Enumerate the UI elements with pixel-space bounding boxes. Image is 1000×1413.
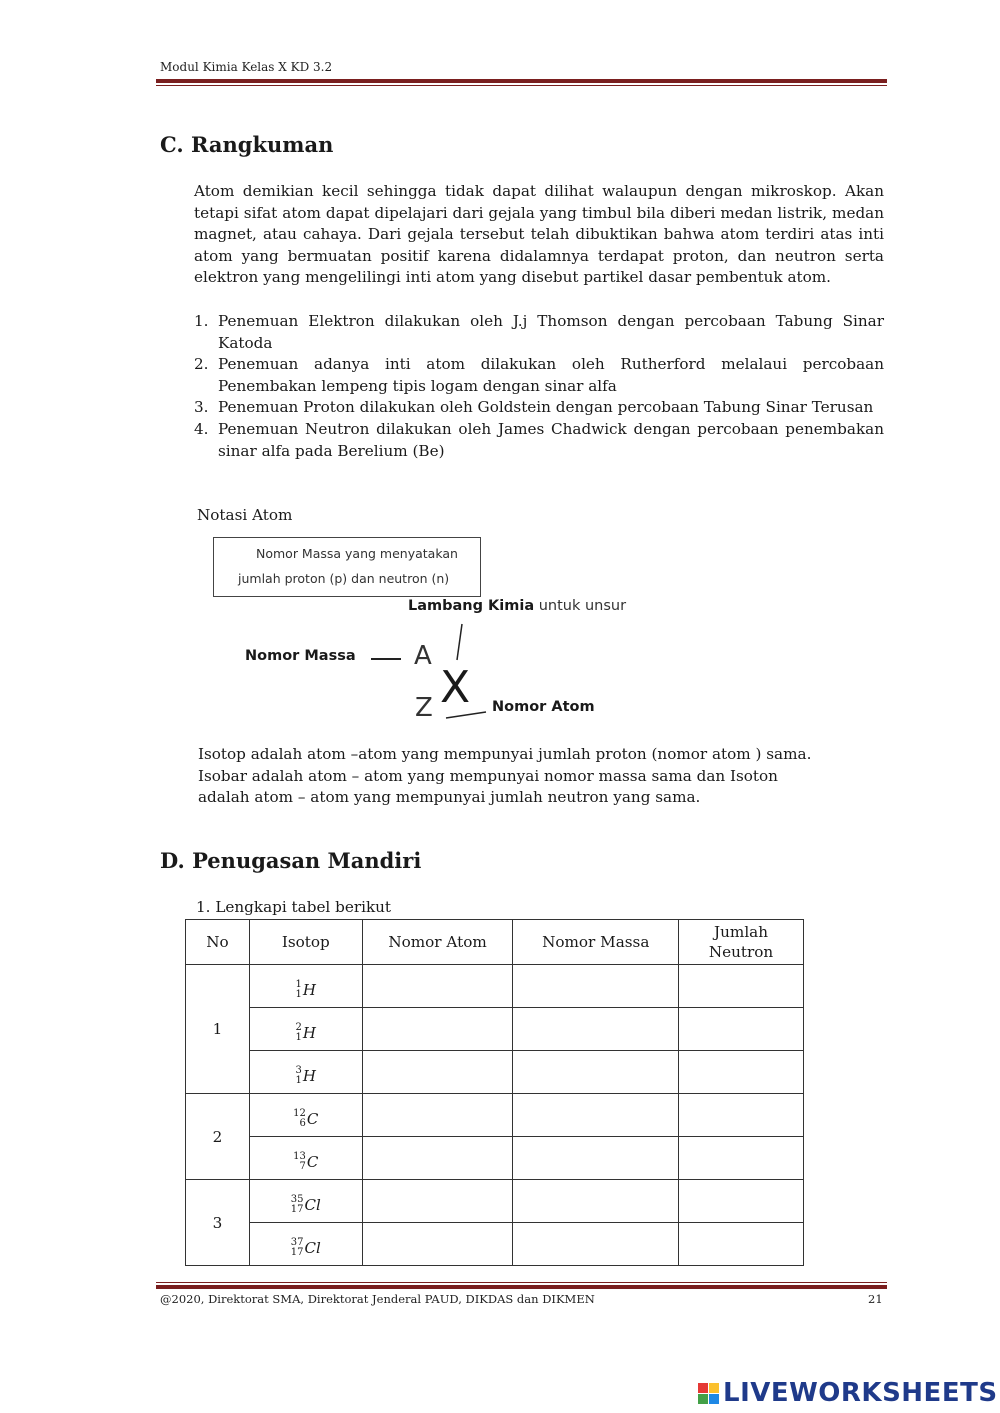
liveworksheets-logo[interactable] bbox=[698, 1378, 998, 1408]
footer-rule bbox=[156, 1282, 887, 1289]
mass-letter-a: A bbox=[414, 641, 432, 671]
answer-cell-nomor-massa[interactable] bbox=[513, 1094, 679, 1137]
isotope-paragraph: Isotop adalah atom –atom yang mempunyai jumlah proton (nomor atom ) sama. Isobar adalah atom – atom yang mempunyai nomor massa sama dan Isoton adalah atom – atom yang mempunyai jumlah neutron yang sama. bbox=[198, 745, 812, 807]
isotope-symbol: C bbox=[306, 1109, 319, 1128]
answer-cell-nomor-massa[interactable] bbox=[513, 1051, 679, 1094]
isotope-atomic-number: 6 bbox=[299, 1117, 306, 1129]
answer-cell-nomor-massa[interactable] bbox=[513, 1223, 679, 1266]
isotope-mass-number: 13 bbox=[293, 1150, 306, 1162]
isotope-symbol: H bbox=[302, 980, 317, 999]
answer-cell-nomor-massa[interactable] bbox=[513, 1137, 679, 1180]
answer-cell-jumlah-neutron[interactable] bbox=[679, 1180, 804, 1223]
atom-pointer-line bbox=[446, 712, 486, 718]
logo-square bbox=[709, 1394, 719, 1404]
list-item-text: Penemuan adanya inti atom dilakukan oleh Rutherford melalaui percobaan Penembakan lempeng tipis logam dengan sinar alfa bbox=[218, 355, 884, 395]
logo-square bbox=[698, 1394, 708, 1404]
isotope-mass-number: 2 bbox=[295, 1021, 302, 1033]
list-item-text: Penemuan Elektron dilakukan oleh J.j Thomson dengan percobaan Tabung Sinar Katoda bbox=[218, 312, 884, 352]
row-number: 3 bbox=[186, 1180, 250, 1266]
page-number: 21 bbox=[868, 1292, 883, 1306]
atomic-letter-z: Z bbox=[415, 693, 433, 723]
row-number: 1 bbox=[186, 965, 250, 1094]
table-row bbox=[186, 1008, 804, 1051]
notation-label: Notasi Atom bbox=[197, 506, 293, 524]
logo-square bbox=[709, 1383, 719, 1393]
isotope-atomic-number: 17 bbox=[290, 1203, 304, 1215]
answer-cell-jumlah-neutron[interactable] bbox=[679, 1008, 804, 1051]
isotope-mass-number: 37 bbox=[290, 1236, 304, 1248]
isotope-cell bbox=[249, 1008, 362, 1051]
isotope-cell bbox=[249, 1094, 362, 1137]
isotope-cell bbox=[249, 965, 362, 1008]
list-item-text: Penemuan Neutron dilakukan oleh James Chadwick dengan percobaan penembakan sinar alfa pada Berelium (Be) bbox=[218, 419, 884, 460]
table-row bbox=[186, 1051, 804, 1094]
isotope-symbol: H bbox=[302, 1066, 317, 1085]
atomic-number-label: Nomor Atom bbox=[492, 699, 595, 715]
header-isotop: Isotop bbox=[249, 920, 362, 965]
isotope-atomic-number: 1 bbox=[295, 1074, 302, 1086]
note-line-2: jumlah proton (p) dan neutron (n) bbox=[238, 571, 450, 586]
isotope-cell bbox=[249, 1223, 362, 1266]
row-number: 2 bbox=[186, 1094, 250, 1180]
task-instruction: 1. Lengkapi tabel berikut bbox=[196, 898, 392, 916]
section-d-heading: D. Penugasan Mandiri bbox=[160, 848, 422, 873]
isotope-atomic-number: 7 bbox=[299, 1160, 306, 1172]
answer-cell-jumlah-neutron[interactable] bbox=[679, 1051, 804, 1094]
footer-text: @2020, Direktorat SMA, Direktorat Jenderal PAUD, DIKDAS dan DIKMEN bbox=[160, 1292, 595, 1306]
answer-cell-nomor-atom[interactable] bbox=[362, 1008, 513, 1051]
table-row bbox=[186, 1137, 804, 1180]
header-jumlah-neutron: Jumlah Neutron bbox=[679, 920, 804, 965]
isotope-mass-number: 12 bbox=[293, 1107, 306, 1119]
table-row bbox=[186, 1223, 804, 1266]
isotope-cell bbox=[249, 1051, 362, 1094]
isotope-symbol: Cl bbox=[304, 1238, 321, 1257]
isotope-symbol: Cl bbox=[304, 1195, 321, 1214]
answer-cell-nomor-atom[interactable] bbox=[362, 965, 513, 1008]
table-header-row bbox=[186, 920, 804, 965]
answer-cell-jumlah-neutron[interactable] bbox=[679, 1094, 804, 1137]
note-line-1: Nomor Massa yang menyatakan bbox=[256, 546, 458, 561]
logo-mark-icon bbox=[698, 1383, 719, 1404]
isotope-symbol: H bbox=[302, 1023, 317, 1042]
answer-cell-jumlah-neutron[interactable] bbox=[679, 1137, 804, 1180]
isotope-atomic-number: 17 bbox=[290, 1246, 304, 1258]
answer-cell-jumlah-neutron[interactable] bbox=[679, 965, 804, 1008]
answer-cell-jumlah-neutron[interactable] bbox=[679, 1223, 804, 1266]
symbol-label-bold: Lambang Kimia bbox=[408, 598, 535, 614]
answer-cell-nomor-atom[interactable] bbox=[362, 1094, 513, 1137]
header-title: Modul Kimia Kelas X KD 3.2 bbox=[160, 60, 333, 74]
isotope-mass-number: 3 bbox=[295, 1064, 302, 1076]
header-nomor-massa: Nomor Massa bbox=[513, 920, 679, 965]
table-row bbox=[186, 1094, 804, 1137]
isotope-symbol: C bbox=[306, 1152, 319, 1171]
symbol-label-rest: untuk unsur bbox=[534, 598, 627, 614]
isotope-mass-number: 1 bbox=[295, 978, 302, 990]
list-item-number: 3. bbox=[194, 398, 209, 417]
symbol-pointer-line bbox=[457, 624, 462, 660]
table-row bbox=[186, 1180, 804, 1223]
isotope-atomic-number: 1 bbox=[295, 1031, 302, 1043]
list-item-number: 4. bbox=[194, 419, 209, 438]
table-row bbox=[186, 965, 804, 1008]
isotope-table bbox=[185, 919, 804, 1266]
list-item-number: 2. bbox=[194, 355, 209, 374]
isotope-atomic-number: 1 bbox=[295, 988, 302, 1000]
header-no: No bbox=[186, 920, 250, 965]
isotope-mass-number: 35 bbox=[290, 1193, 304, 1205]
answer-cell-nomor-massa[interactable] bbox=[513, 965, 679, 1008]
answer-cell-nomor-atom[interactable] bbox=[362, 1051, 513, 1094]
isotope-cell bbox=[249, 1180, 362, 1223]
answer-cell-nomor-massa[interactable] bbox=[513, 1008, 679, 1051]
header-nomor-atom: Nomor Atom bbox=[362, 920, 513, 965]
answer-cell-nomor-atom[interactable] bbox=[362, 1137, 513, 1180]
element-letter-x: X bbox=[440, 662, 471, 713]
answer-cell-nomor-atom[interactable] bbox=[362, 1180, 513, 1223]
list-item-number: 1. bbox=[194, 312, 209, 330]
answer-cell-nomor-massa[interactable] bbox=[513, 1180, 679, 1223]
answer-cell-nomor-atom[interactable] bbox=[362, 1223, 513, 1266]
section-c-heading: C. Rangkuman bbox=[160, 132, 334, 157]
logo-text: LIVEWORKSHEETS bbox=[723, 1378, 998, 1408]
logo-square bbox=[698, 1383, 708, 1393]
summary-paragraph: Atom demikian kecil sehingga tidak dapat dilihat walaupun dengan mikroskop. Akan tetapi sifat atom dapat dipelajari dari gejala yang timbul bila diberi medan listrik, medan magnet, atau cahaya. Dari gejala tersebut telah dibuktikan bahwa atom terdiri atas inti atom yang bermuatan positif karena didalamnya terdapat proton, dan neutron serta elektron yang mengelilingi inti atom yang disebut partikel dasar pembentuk atom. bbox=[194, 182, 884, 287]
mass-number-label: Nomor Massa bbox=[245, 648, 356, 664]
isotope-cell bbox=[249, 1137, 362, 1180]
list-item-text: Penemuan Proton dilakukan oleh Goldstein dengan percobaan Tabung Sinar Terusan bbox=[218, 398, 874, 417]
